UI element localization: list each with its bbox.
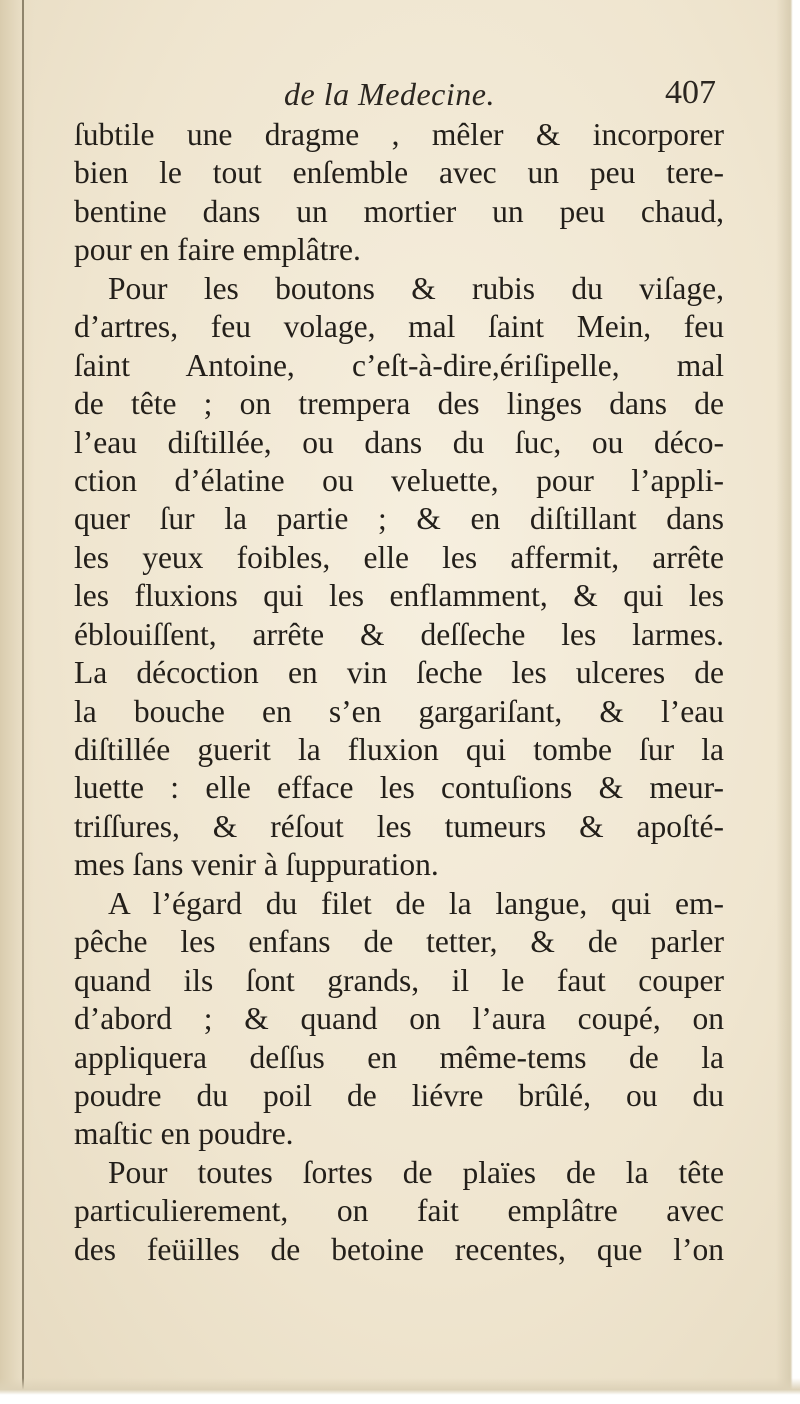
- text-line: quand ils ſont grands, il le faut couper: [74, 962, 724, 998]
- text-line: pêche les enfans de tetter, & de parler: [74, 924, 724, 960]
- text-line: les fluxions qui les enflamment, & qui les: [74, 578, 724, 614]
- page-number: 407: [665, 74, 716, 111]
- text-line: d’artres, feu volage, mal ſaint Mein, feu: [74, 309, 724, 345]
- text-line: de tête ; on trempera des linges dans de: [74, 386, 724, 422]
- text-line: les yeux foibles, elle les affermit, arrête: [74, 539, 724, 575]
- text-line: luette : elle efface les contuſions & meur-: [74, 770, 724, 806]
- text-line: mes ſans venir à ſuppuration.: [74, 847, 439, 883]
- text-line: Pour les boutons & rubis du viſage,: [108, 270, 724, 306]
- text-line: maſtic en poudre.: [74, 1116, 294, 1152]
- bottom-page-edge: [0, 1378, 800, 1404]
- text-line: bentine dans un mortier un peu chaud,: [74, 193, 724, 229]
- text-line: d’abord ; & quand on l’aura coupé, on: [74, 1001, 724, 1037]
- text-line: pour en faire emplâtre.: [74, 232, 361, 268]
- running-head-title: de la Medecine.: [284, 76, 495, 112]
- text-line: bien le tout enſemble avec un peu tere-: [74, 155, 724, 191]
- text-line: appliquera deſſus en même-tems de la: [74, 1039, 724, 1075]
- text-line: ſubtile une dragme , mêler & incorporer: [74, 117, 724, 152]
- text-line: particulierement, on fait emplâtre avec: [74, 1193, 724, 1229]
- text-line: ſaint Antoine, c’eſt-à-dire,ériſipelle, mal: [74, 347, 724, 383]
- text-line: la bouche en s’en gargariſant, & l’eau: [74, 693, 724, 729]
- text-line: triſſures, & réſout les tumeurs & apoſté-: [74, 808, 724, 844]
- text-line: La décoction en vin ſeche les ulceres de: [74, 655, 724, 691]
- text-line: quer ſur la partie ; & en diſtillant dans: [74, 501, 724, 537]
- text-line: diſtillée guerit la fluxion qui tombe ſur la: [74, 732, 724, 767]
- text-line: des feüilles de betoine recentes, que l’on: [74, 1231, 724, 1267]
- text-line: ction d’élatine ou veluette, pour l’appli-: [74, 462, 724, 498]
- text-line: l’eau diſtillée, ou dans du ſuc, ou déco-: [74, 424, 724, 460]
- text-line: A l’égard du filet de la langue, qui em-: [108, 885, 724, 921]
- text-line: éblouiſſent, arrête & deſſeche les larmes.: [74, 616, 724, 652]
- left-page-edge: [0, 0, 34, 1404]
- running-head: [74, 70, 724, 120]
- binding-gutter-line: [22, 0, 24, 1404]
- text-body: [74, 116, 724, 1269]
- right-page-edge: [776, 0, 800, 1404]
- text-line: Pour toutes ſortes de plaïes de la tête: [108, 1154, 724, 1190]
- text-line: poudre du poil de liévre brûlé, ou du: [74, 1077, 724, 1113]
